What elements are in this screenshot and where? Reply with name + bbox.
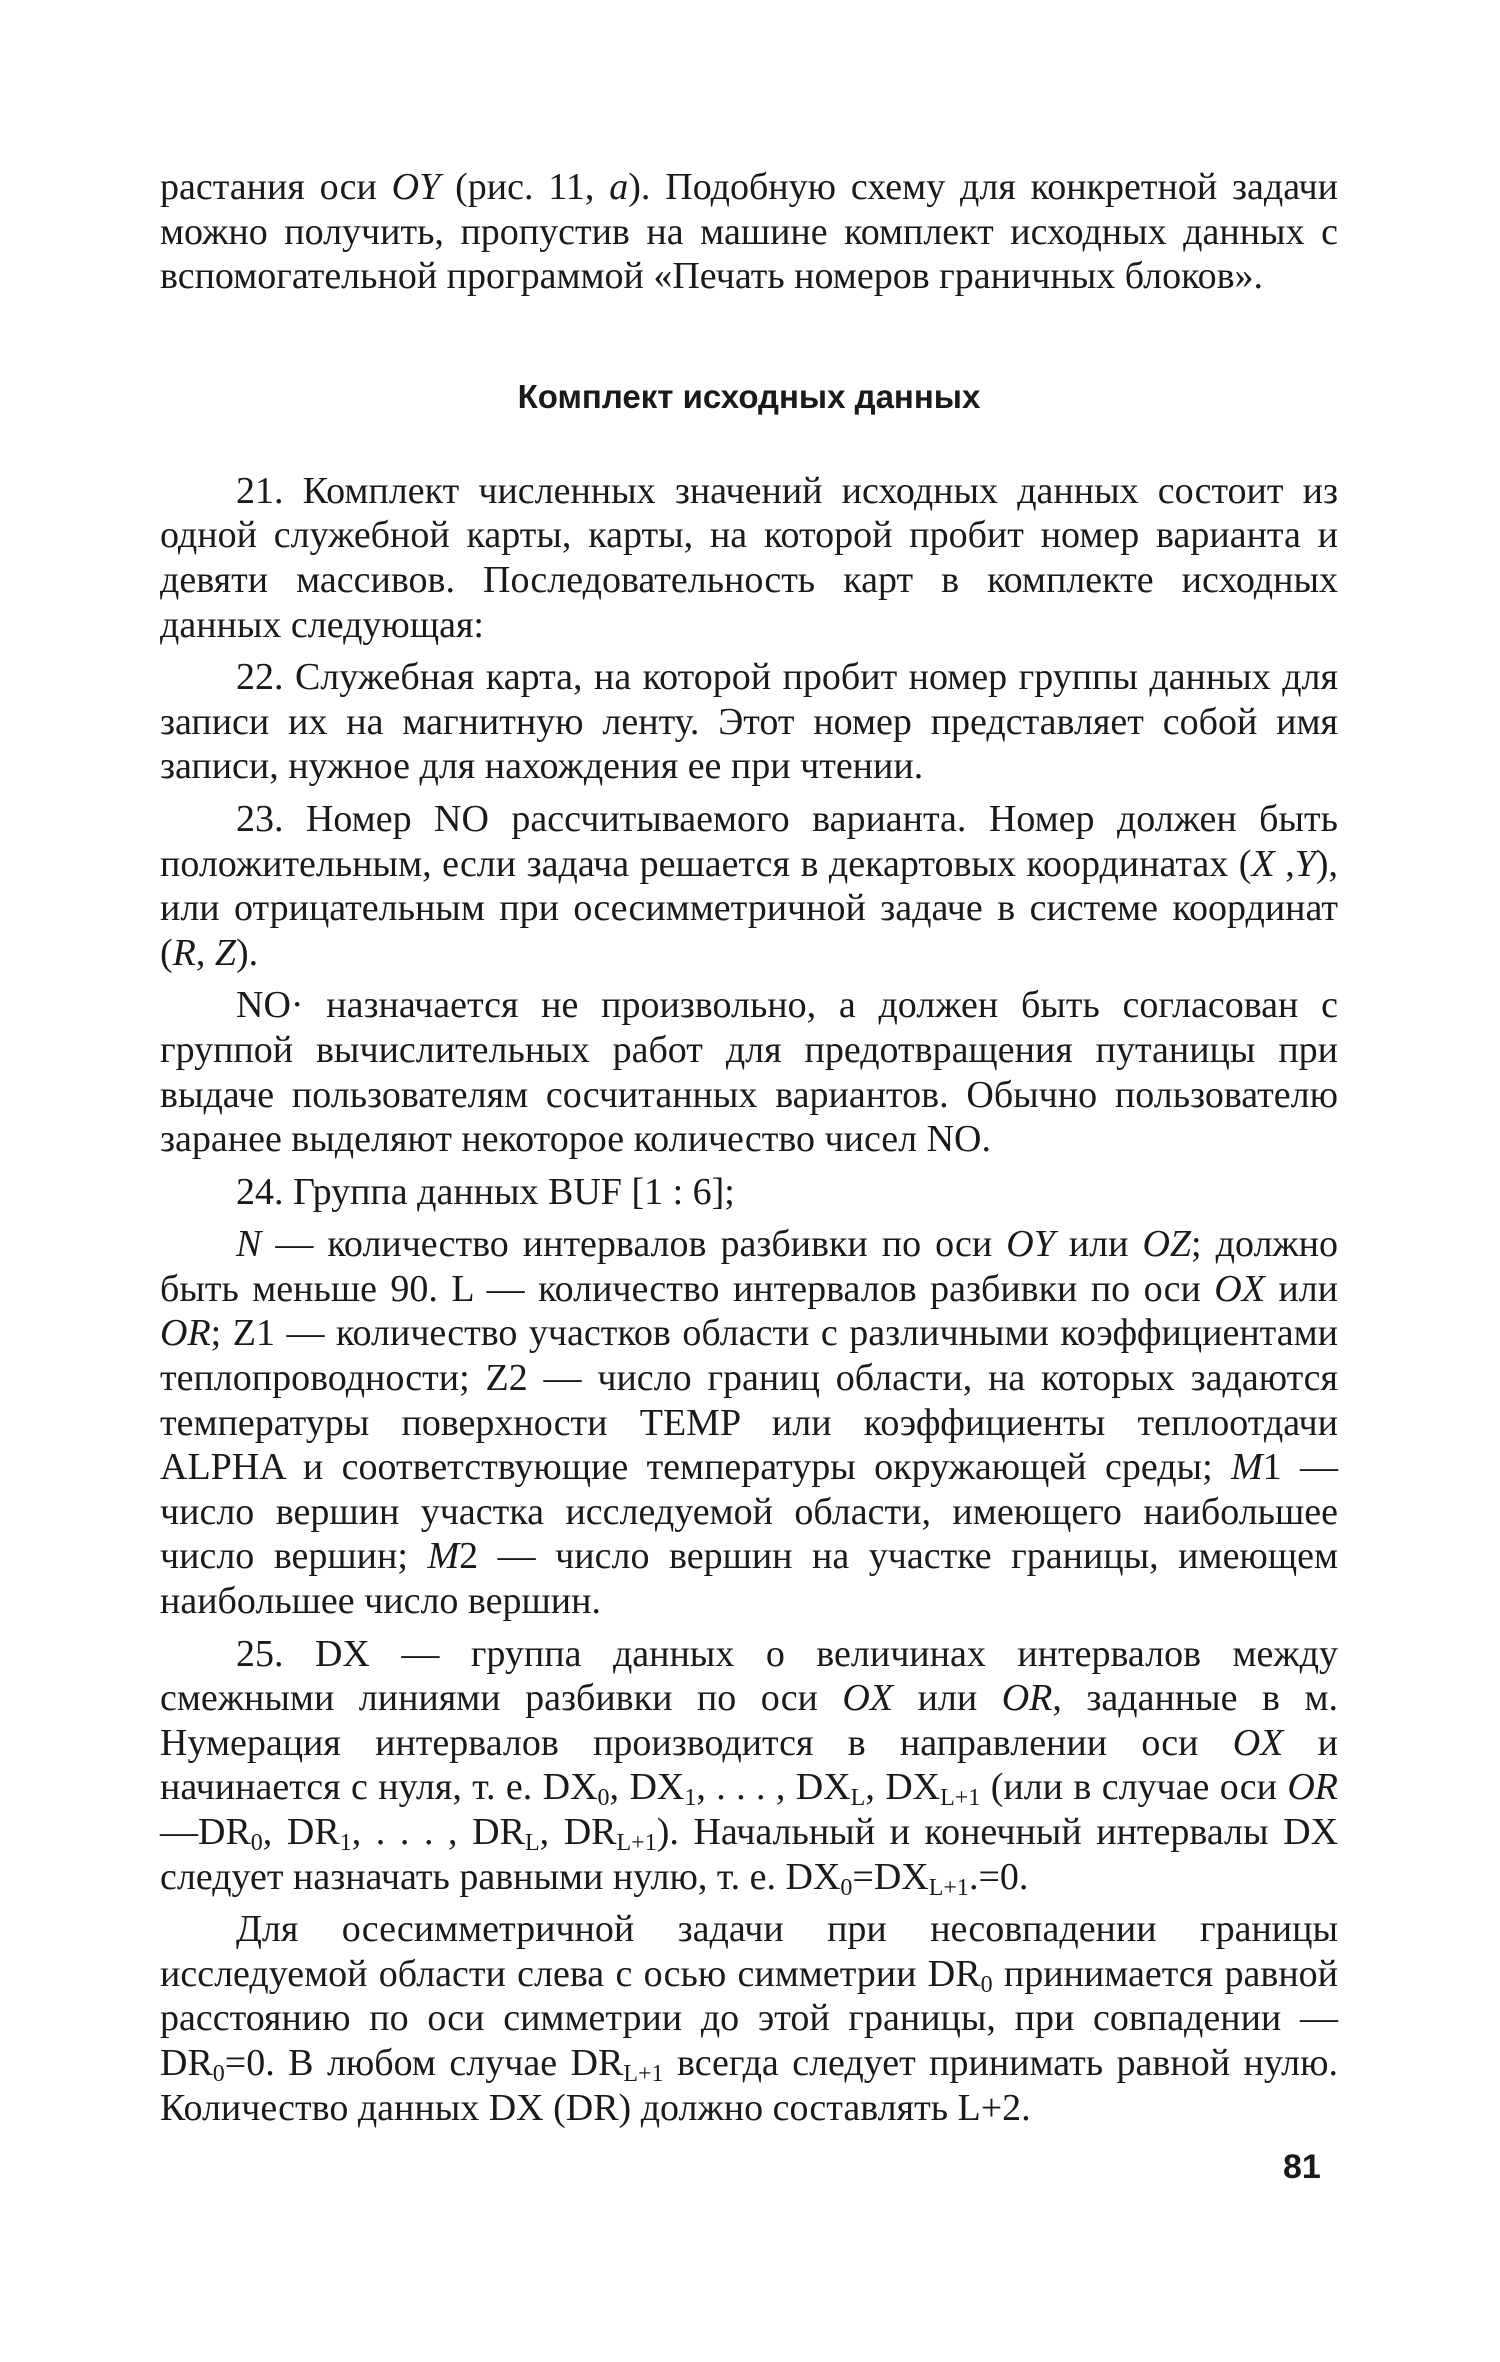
paragraph-25: 25. DX — группа данных о величинах интервалов между смежными линиями разбивки по оси OX или OR, заданные в м. Нумерация интервалов производится в направлении оси OX и начинается с нуля, т. е. $DX_0$, $DX_1$, . . . , $DX_L$, $DX_{L+1}$ (или в случае оси $OR—DR_0$, $DR_1$, . . . , $DR_L$, $DR_{L+1}$). Начальный и конечный интервалы DX следует назначать равными нулю, т. е. $DX_0=DX_{L+1}.=0$. [160, 1632, 1339, 1901]
intro-paragraph: растания оси OY (рис. 11, a). Подобную схему для конкретной задачи можно получить, пропустив на машине комплект исходных данных с вспомогательной программой «Печать номеров граничных блоков». [160, 166, 1339, 298]
paragraph-axisymmetric: Для осесимметричной задачи при несовпадении границы исследуемой области слева с осью симметрии $DR_0$ принимается равной расстоянию по оси симметрии до этой границы, при совпадении — $DR_0=0$. В любом случае $DR_{L+1}$ всегда следует принимать равной нулю. Количество данных DX (DR) должно составлять L+2. [160, 1908, 1339, 2129]
paragraph-24-details: N — количество интервалов разбивки по оси OY или OZ; должно быть меньше 90. L — количество интервалов разбивки по оси OX или OR; Z1 — количество участков области с различными коэффициентами теплопроводности; Z2 — число границ области, на которых задаются температуры поверхности TEMP или коэффициенты теплоотдачи ALPHA и соответствующие температуры окружающей среды; M1 — число вершин участка исследуемой области, имеющего наибольшее число вершин; M2 — число вершин на участке границы, имеющем наибольшее число вершин. [160, 1223, 1338, 1623]
paragraph-21: 21. Комплект численных значений исходных данных состоит из одной служебной карты, карты, на которой пробит номер варианта и девяти массивов. Последовательность карт в комплекте исходных данных следующая: [160, 469, 1338, 646]
page-content [160, 165, 1338, 2130]
paragraph-22: 22. Служебная карта, на которой пробит номер группы данных для записи их на магнитную ленту. Этот номер представляет собой имя записи, нужное для нахождения ее при чтении. [160, 656, 1338, 788]
paragraph-23: 23. Номер NO рассчитываемого варианта. Номер должен быть положительным, если задача решается в декартовых координатах (X ,Y), или отрицательным при осесимметричной задаче в системе координат (R, Z). [160, 797, 1338, 974]
paragraph-no: NO· назначается не произвольно, а должен быть согласован с группой вычислительных работ для предотвращения путаницы при выдаче пользователям сосчитанных вариантов. Обычно пользователю заранее выделяют некоторое количество чисел NO. [160, 984, 1338, 1161]
section-heading: Комплект исходных данных [517, 377, 981, 415]
page-number: 81 [1283, 2148, 1321, 2186]
paragraph-24: 24. Группа данных BUF [1 : 6]; [236, 1170, 735, 1213]
